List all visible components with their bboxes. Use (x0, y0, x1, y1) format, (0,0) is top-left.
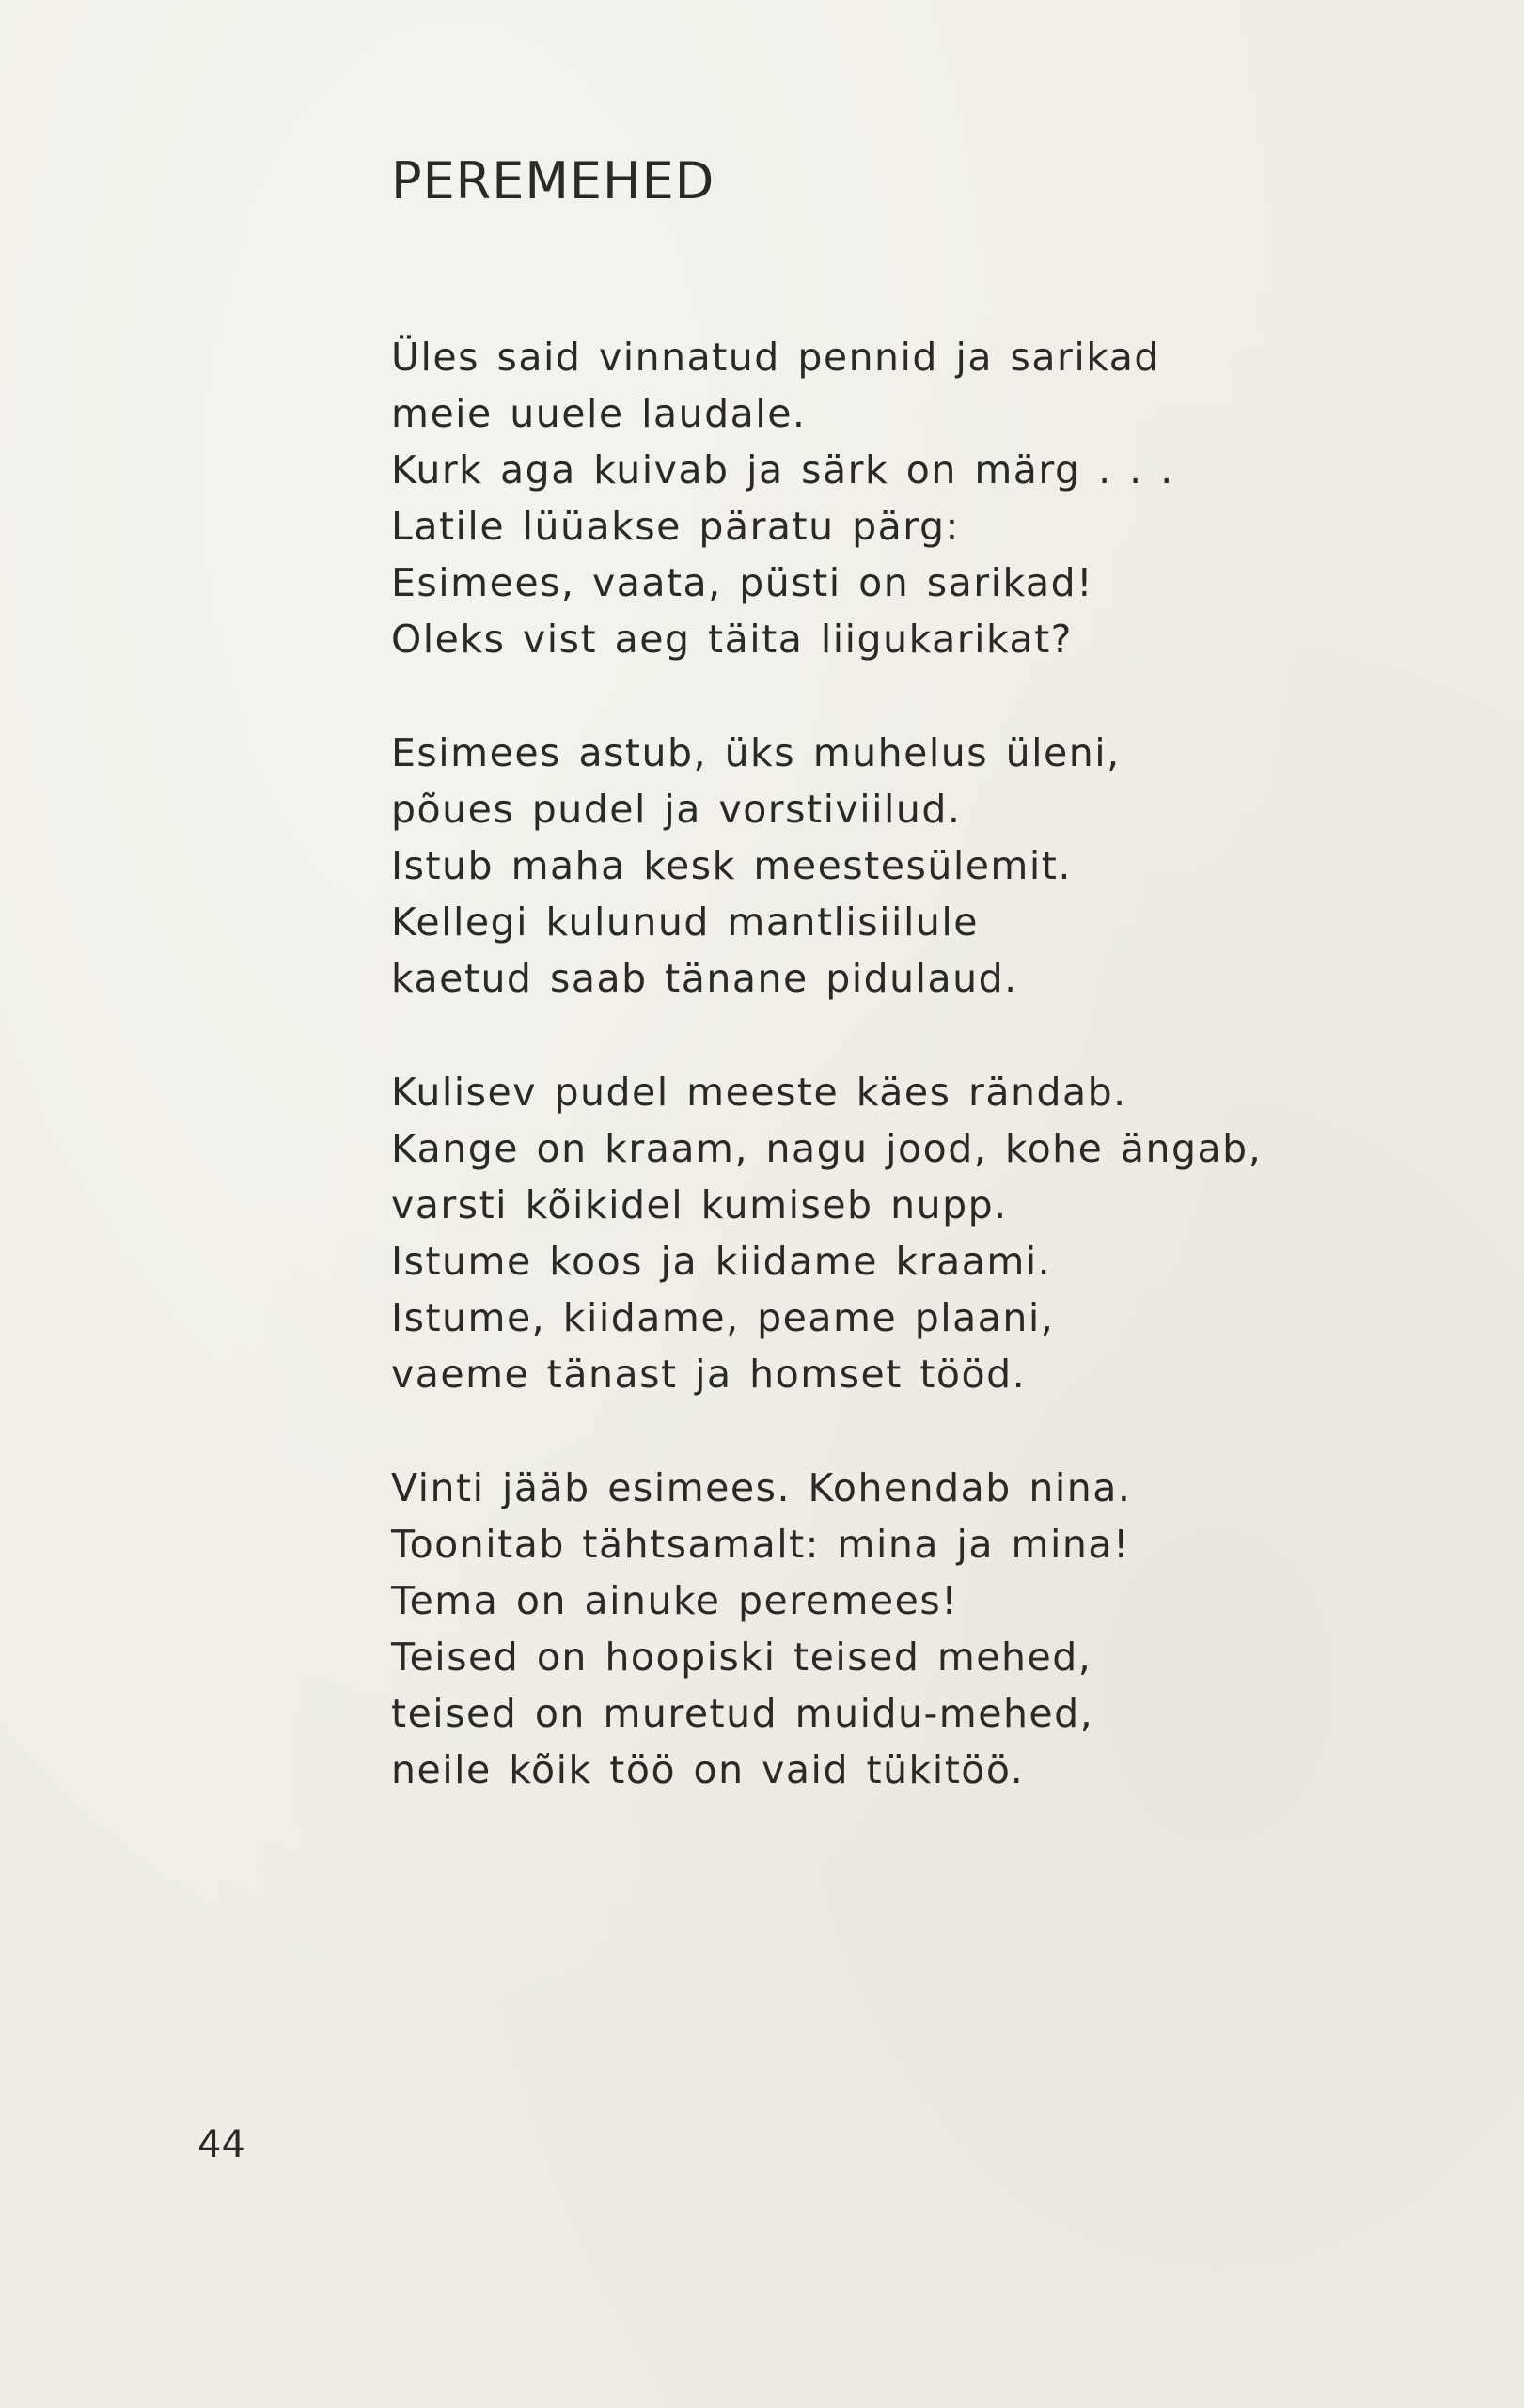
poem-line: Istume koos ja kiidame kraami. (391, 1239, 1052, 1284)
stanza-3 (391, 1064, 1331, 1402)
poem-body (391, 329, 1331, 1855)
poem-line: vaeme tänast ja homset tööd. (391, 1352, 1027, 1397)
poem-line: Vinti jääb esimees. Kohendab nina. (391, 1465, 1132, 1510)
stanza-2 (391, 725, 1331, 1007)
poem-line: Kurk aga kuivab ja särk on märg . . . (391, 447, 1174, 493)
stanza-1 (391, 329, 1331, 667)
poem-line: Toonitab tähtsamalt: mina ja mina! (391, 1522, 1130, 1567)
poem-line: neile kõik töö on vaid tükitöö. (391, 1747, 1025, 1792)
poem-line: kaetud saab tänane pidulaud. (391, 956, 1018, 1001)
poem-line: meie uuele laudale. (391, 391, 807, 436)
stanza-4 (391, 1460, 1331, 1798)
poem-line: Esimees, vaata, püsti on sarikad! (391, 560, 1094, 605)
poem-line: Latile lüüakse päratu pärg: (391, 504, 960, 549)
poem-line: Teised on hoopiski teised mehed, (391, 1634, 1092, 1680)
poem-line: Istub maha kesk meestesülemit. (391, 843, 1072, 888)
page-number: 44 (197, 2123, 245, 2166)
poem-line: Kulisev pudel meeste käes rändab. (391, 1070, 1127, 1115)
poem-line: Üles said vinnatud pennid ja sarikad (391, 335, 1160, 380)
poem-line: Kange on kraam, nagu jood, kohe ängab, (391, 1126, 1263, 1171)
poem-line: Tema on ainuke peremees! (391, 1578, 959, 1623)
poem-line: põues pudel ja vorstiviilud. (391, 787, 962, 832)
poem-line: Istume, kiidame, peame plaani, (391, 1295, 1055, 1340)
poem-title: PEREMEHED (391, 151, 715, 211)
poem-line: teised on muretud muidu-mehed, (391, 1691, 1094, 1736)
poem-line: Oleks vist aeg täita liigukarikat? (391, 617, 1073, 662)
poem-line: varsti kõikidel kumiseb nupp. (391, 1182, 1008, 1227)
poem-line: Esimees astub, üks muhelus üleni, (391, 730, 1121, 775)
poem-line: Kellegi kulunud mantlisiilule (391, 899, 979, 945)
